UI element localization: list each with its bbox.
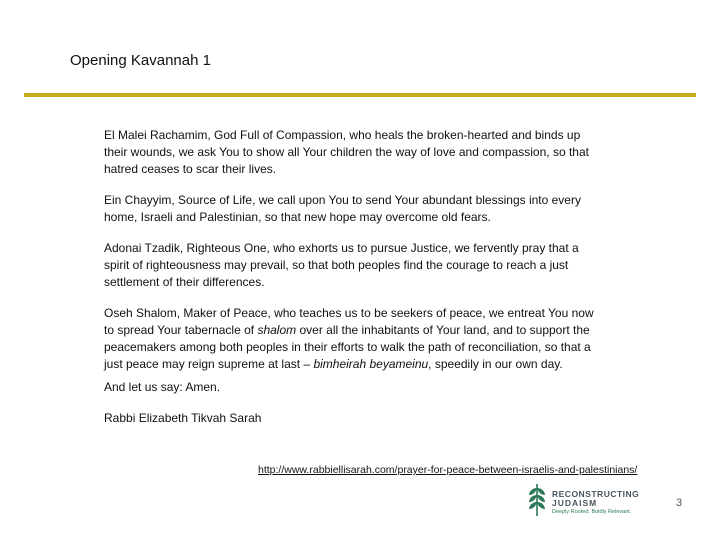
prayer-body: [104, 127, 604, 427]
logo-tagline: Deeply Rooted. Boldly Relevant.: [552, 509, 632, 515]
paragraph-4-italic-shalom: shalom: [257, 323, 297, 337]
paragraph-2: Ein Chayyim, Source of Life, we call upon You to send Your abundant blessings into every home, Israeli and Palestinian, so that new hope may overcome old fears.: [104, 193, 581, 224]
paragraph-4-part-2: over all the inhabitants of Your land, and to support the peacemakers among both peoples in their efforts to walk the path of reconciliation, so that a just peace may reign supreme at last –: [104, 323, 591, 371]
paragraph-4-part-3: , speedily in our own day.: [428, 357, 563, 371]
author-line: Rabbi Elizabeth Tikvah Sarah: [104, 411, 262, 425]
paragraph-1: El Malei Rachamim, God Full of Compassion, who heals the broken-hearted and binds up their wounds, we ask You to show all Your children the way of love and compassion, so that hatred ceases to scar their lives.: [104, 128, 589, 176]
logo-text-line-1: RECONSTRUCTING: [552, 489, 640, 499]
paragraph-4: [104, 305, 604, 373]
paragraph-4-italic-bimheirah: bimheirah beyameinu: [313, 357, 429, 371]
paragraph-4-part-1: Oseh Shalom, Maker of Peace, who teaches us to be seekers of peace, we entreat You now to spread Your tabernacle of: [104, 306, 594, 337]
slide-title: Opening Kavannah 1: [70, 52, 211, 69]
logo-text-line-2: JUDAISM: [552, 498, 598, 508]
closing-line: And let us say: Amen.: [104, 380, 221, 394]
paragraph-3: Adonai Tzadik, Righteous One, who exhorts us to pursue Justice, we fervently pray that a spirit of righteousness may prevail, so that both peoples find the courage to reach a just settlement of their differences.: [104, 241, 579, 289]
page-number: 3: [676, 497, 683, 509]
title-divider: [24, 93, 696, 97]
reconstructing-judaism-logo: [526, 480, 656, 520]
wheat-leaf-icon: [526, 480, 548, 518]
source-link[interactable]: http://www.rabbiellisarah.com/prayer-for-peace-between-israelis-and-palestinians/: [258, 464, 638, 476]
